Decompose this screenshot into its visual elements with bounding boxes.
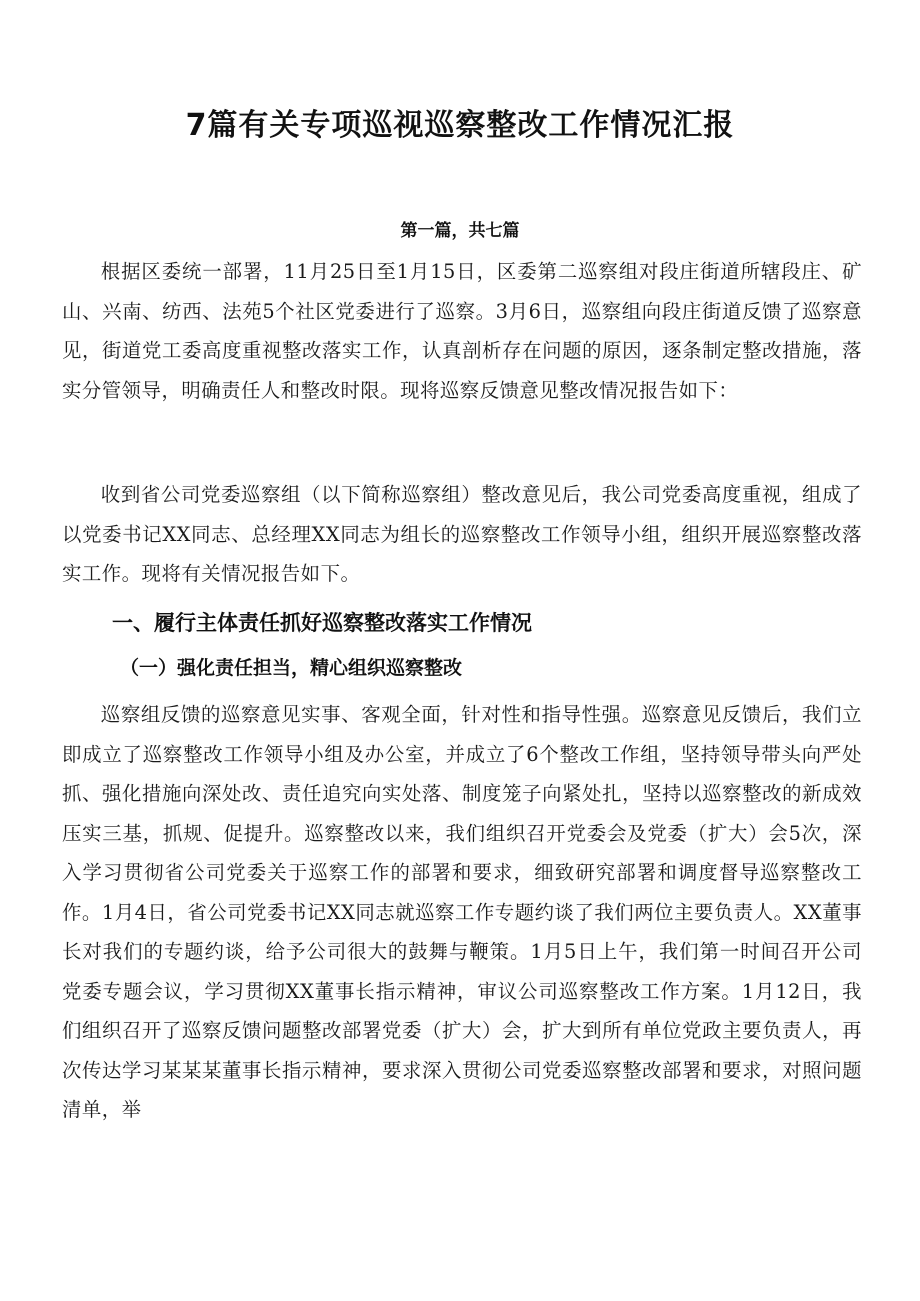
paragraph-1: 根据区委统一部署，11月25日至1月15日，区委第二巡察组对段庄街道所辖段庄、矿山、兴南、纺西、法苑5个社区党委进行了巡察。3月6日，巡察组向段庄街道反馈了巡察意见，街道党工委高度重视整改落实工作，认真剖析存在问题的原因，逐条制定整改措施，落实分管领导，明确责任人和整改时限。现将巡察反馈意见整改情况报告如下： bbox=[62, 260, 862, 402]
section-label: 第一篇，共七篇 bbox=[400, 221, 520, 241]
heading-level-1: 一、履行主体责任抓好巡察整改落实工作情况 bbox=[112, 611, 532, 635]
document-title: 7篇有关专项巡视巡察整改工作情况汇报 bbox=[185, 108, 735, 143]
heading-level-2: （一）强化责任担当，精心组织巡察整改 bbox=[120, 657, 463, 679]
paragraph-2: 收到省公司党委巡察组（以下简称巡察组）整改意见后，我公司党委高度重视，组成了以党委书记XX同志、总经理XX同志为组长的巡察整改工作领导小组，组织开展巡察整改落实工作。现将有关情况报告如下。 bbox=[62, 483, 862, 585]
paragraph-3: 巡察组反馈的巡察意见实事、客观全面，针对性和指导性强。巡察意见反馈后，我们立即成立了巡察整改工作领导小组及办公室，并成立了6个整改工作组，坚持领导带头向严处抓、强化措施向深处改、责任追究向实处落、制度笼子向紧处扎，坚持以巡察整改的新成效压实三基，抓规、促提升。巡察整改以来，我们组织召开党委会及党委（扩大）会5次，深入学习贯彻省公司党委关于巡察工作的部署和要求，细致研究部署和调度督导巡察整改工作。1月4日，省公司党委书记XX同志就巡察工作专题约谈了我们两位主要负责人。XX董事长对我们的专题约谈，给予公司很大的鼓舞与鞭策。1月5日上午，我们第一时间召开公司党委专题会议，学习贯彻XX董事长指示精神，审议公司巡察整改工作方案。1月12日，我们组织召开了巡察反馈问题整改部署党委（扩大）会，扩大到所有单位党政主要负责人，再次传达学习某某某董事长指示精神，要求深入贯彻公司党委巡察整改部署和要求，对照问题清单，举 bbox=[62, 703, 862, 1121]
